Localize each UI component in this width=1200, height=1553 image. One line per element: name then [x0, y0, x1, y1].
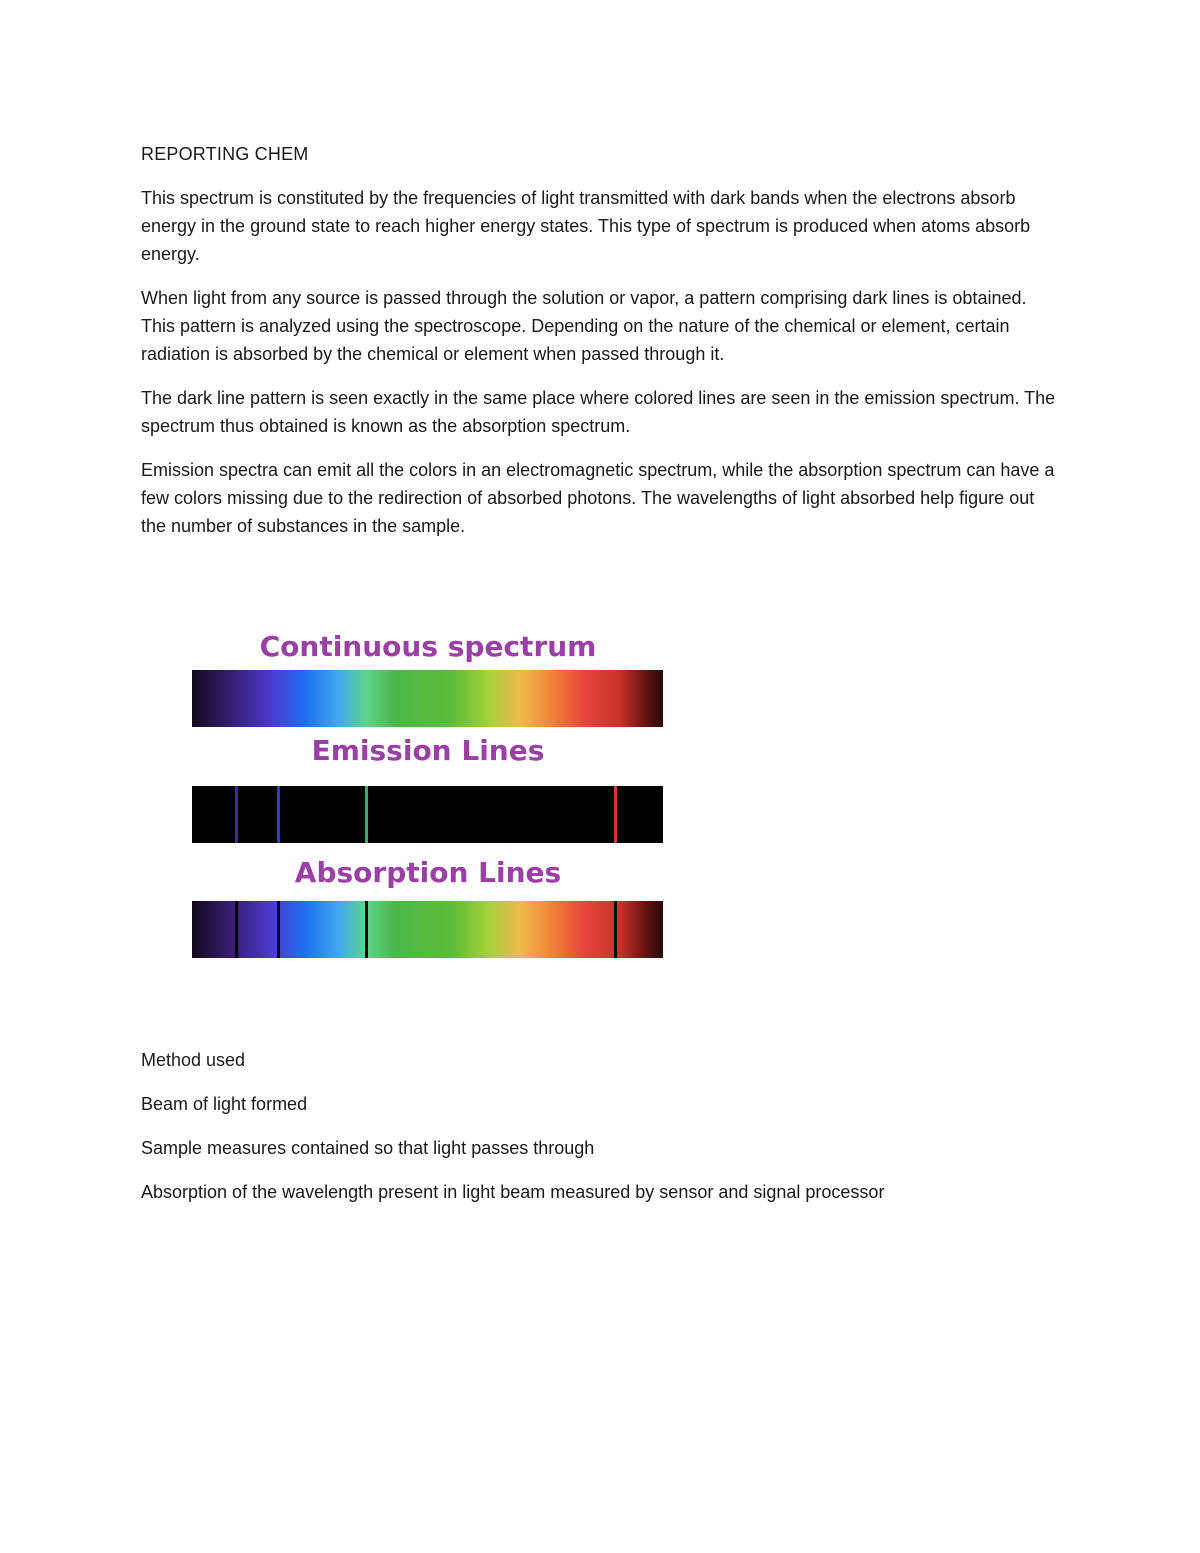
emission-line-red — [614, 786, 617, 843]
document-title: REPORTING CHEM — [141, 144, 309, 164]
step-absorption-measured: Absorption of the wavelength present in light beam measured by sensor and signal processor — [141, 1182, 885, 1202]
emission-lines-heading: Emission Lines — [311, 734, 545, 767]
absorption-lines-heading: Absorption Lines — [294, 856, 562, 889]
document-page — [141, 140, 1061, 1202]
emission-line-blue — [277, 786, 280, 843]
paragraph-1: This spectrum is constituted by the frequencies of light transmitted with dark bands when the electrons absorb energy in the ground state to reach higher energy states. This type of spectrum is produced when atoms absorb energy. — [141, 188, 1031, 264]
paragraph-4: Emission spectra can emit all the colors in an electromagnetic spectrum, while the absorption spectrum can have a few colors missing due to the redirection of absorbed photons. The wavelengths of light absorbed help figure out the number of substances in the sample. — [141, 460, 1055, 536]
paragraph-3: The dark line pattern is seen exactly in the same place where colored lines are seen in the emission spectrum. The spectrum thus obtained is known as the absorption spectrum. — [141, 388, 1056, 436]
step-sample-contained: Sample measures contained so that light passes through — [141, 1138, 595, 1158]
paragraph-2: When light from any source is passed through the solution or vapor, a pattern comprising dark lines is obtained. This pattern is analyzed using the spectroscope. Depending on the nature of the chemical or element, certain radiation is absorbed by the chemical or element when passed through it. — [141, 288, 1027, 364]
absorption-line-red — [614, 901, 617, 958]
method-steps — [141, 1046, 1061, 1222]
absorption-lines-band — [192, 901, 663, 958]
emission-line-green — [365, 786, 368, 843]
absorption-line-violet — [235, 901, 238, 958]
absorption-line-blue — [277, 901, 280, 958]
step-method-used: Method used — [141, 1050, 246, 1070]
emission-lines-band — [192, 786, 663, 843]
step-beam-of-light: Beam of light formed — [141, 1094, 308, 1114]
spectrum-figure — [192, 630, 664, 980]
emission-line-violet — [235, 786, 238, 843]
continuous-spectrum-heading: Continuous spectrum — [259, 630, 597, 663]
absorption-line-green — [365, 901, 368, 958]
continuous-spectrum-band — [192, 670, 663, 727]
